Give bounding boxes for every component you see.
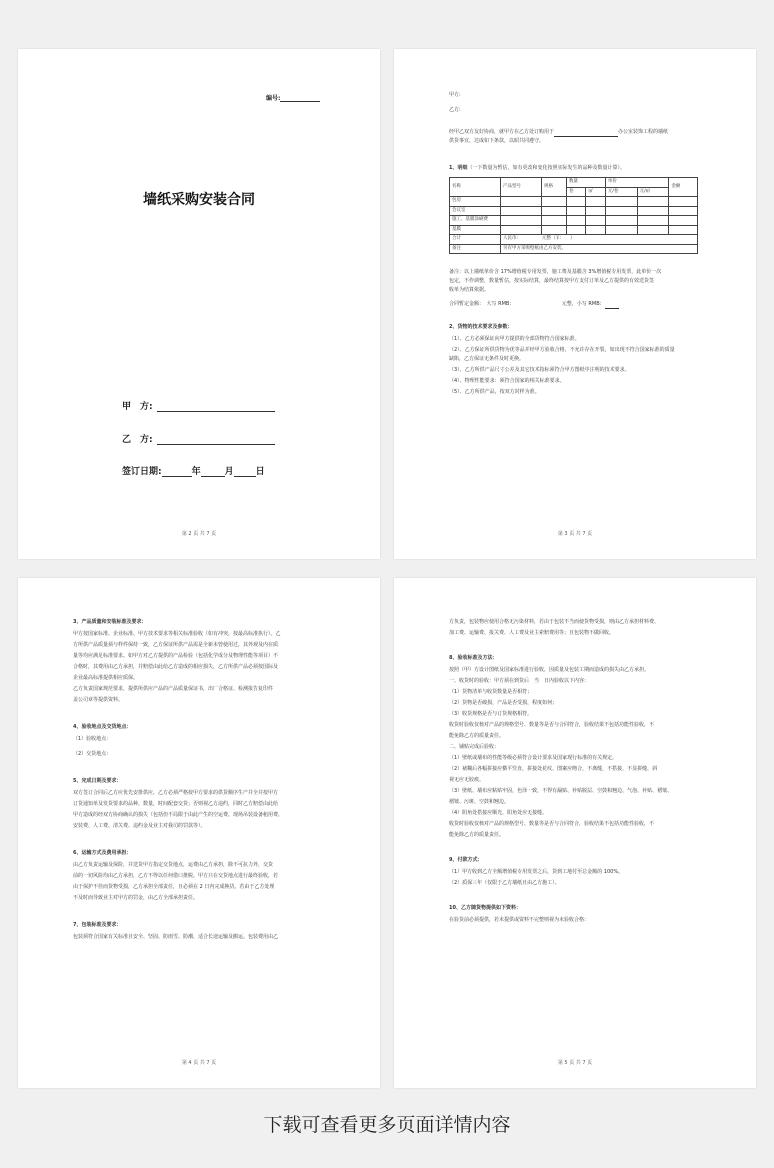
party-a-line: 甲方: bbox=[449, 92, 461, 98]
sign-date-field bbox=[122, 464, 265, 477]
year-label: 年 bbox=[191, 467, 201, 477]
section-7-heading: 7、包装标准及要求： bbox=[73, 922, 122, 928]
contract-page-4 bbox=[18, 578, 380, 1088]
month-label: 月 bbox=[224, 467, 234, 477]
download-caption: 下载可查看更多页面详情内容 bbox=[263, 1114, 511, 1136]
table-row: 基膜 bbox=[450, 225, 698, 235]
table-total-row: 合计 人民币: 元整（￥: ） bbox=[450, 235, 698, 245]
section-5-heading: 5、完成日期及要求： bbox=[73, 778, 122, 784]
intro-paragraph-end: 供货事宜，达成如下条款，以昭共同遵守。 bbox=[449, 138, 545, 144]
party-b-label: 乙 方: bbox=[122, 435, 153, 445]
contract-page-2 bbox=[18, 49, 380, 559]
section-9-heading: 9、付款方式： bbox=[449, 857, 483, 863]
page-4-body: 3、产品质量和安装标准及要求： 甲方按国家标准、企业标准、甲方技术要求等相关标准验收（如有冲突，按最高标准执行）。乙 方所供产品质量须与样件保持一致，乙方保证所供产品需是全新未曾使用过，其外观及内在质 量等均应满足标准要求。如甲方对乙方提供的产品检验（包括化学成分及物理性能等项目）不 合格时，其费用由乙方承担，并赔偿由此给乙方造成的相应损失，乙方所供产品必须按国际及 企业最高标准提供相应质保。 乙方负责国家规范要求，提供所供应产品的产品质量保证书，出厂合格证、检测报告复印件 盖公司章等提供资料。 4、验收地点及交货地点： （1）验收地点： （2）交货地点： 5、完成日期及要求： 双方签订合同后乙方应优先安排供应，乙方必须严格按甲方要求的供货顺序生产并全并按甲方 订货通知单及发货要求的品种、数量，时间配套交货；否则视乙方违约，同时乙方赔偿由此给 甲方造成的经双方协商确认的损失（包括但不局限于由此产生的空运费、现场吊装设备租用费、 安装费、人工费、清关费、违约金及业主对我司的罚款等）。 6、运输方式及费用承担： 由乙方负责运输及保险，并送货甲方指定交货地点，运费由乙方承担，除不可抗力外，交货 前的一切风险均由乙方承担，乙方不得以任何借口推脱。甲方只在交货地点进行最终验收，若 由于保护不佳而货物受损，乙方承担全部责任，且必须在 2 日内完成换货。若由于乙方处理 不及时而导致业主对甲方的罚金，由乙方全部承担责任。 7、包装标准及要求： 包装须符合国家有关标准且安全、坚固、防雨雪、防潮、适合长途运输及搬运。包装费用由乙 bbox=[73, 618, 322, 942]
party-a-field bbox=[122, 399, 275, 412]
list-item: （1）、乙方必须保证向甲方提供的全部货物符合国家标准。 bbox=[449, 336, 580, 342]
table-remark-row: 备注 另有甲方采购壁纸由乙方安装。 bbox=[450, 244, 698, 254]
contract-title: 墙纸采购安装合同 bbox=[143, 192, 255, 208]
section-1-heading: 1、明细（一下数量为暂估，如有更改和变化按照实际发生的品种及数量计算）。 bbox=[449, 165, 625, 171]
section-2-heading: 2、货物的技术要求及参数： bbox=[449, 324, 513, 330]
party-b-line: 乙方: bbox=[449, 107, 461, 113]
table-row: 会议室 bbox=[450, 206, 698, 216]
list-item: （4）、物理性能要求：须符合国家的相关标准要求。 bbox=[449, 378, 565, 384]
page-5-body: 方负责，包装物应使用合格无污染材料，若由于包装不当而使货物受损，则由乙方承担材料费、 加工费、运输费、报关费、人工费及业主索赔费用等；且包装物不做回收。 8、验收标准及方法： 按照（甲）方设计图纸及国家标准进行验收，因质量及包装工期而造成的损失由乙方承担。 一、收货时的验收：甲方须在到货后 当 日内验收以下内容： （1）货物清单与收货数量是否相符； （2）货物是否破损，产品是否受损，程度如何； （3）收货规格是否与订货规格相符。 收货时验收仅核对产品的规格型号、数量等是否与合同符合，验收结果不包括功能性验收，不 能免除乙方的质量责任。 二、铺贴完成后验收： （1）壁纸或墙布的性能等级必须符合设计要求及国家现行标准的有关规定。 （2）裱糊后各幅拼接应横平竖直，拼接处花纹、图案应吻合，不离缝，不搭接，不显拼缝，斜 视无应无胶痕。 （3）壁纸、墙布应粘贴牢固，色泽一致，不得有漏贴、补贴脱层、空鼓和翘边、气泡、补贴、褶皱、 褶皱、污斑、空鼓和翘边。 （4）阴角处搭接应顺光，阳角处应无接缝。 收货时验收仅核对产品的规格型号、数量等是否与合同符合，验收结果不包括功能性验收，不 能免除乙方的质量责任。 9、付款方式： （1）甲方收到乙方全额增值税专用发票之后，货到工地付至总金额的 100%。 （2）质保三年（仅限于乙方墙纸且由乙方施工）。 10、乙方随货物提供如下资料： 在验货前必须提供，若未提供或资料不完整则视为未验收合格： bbox=[449, 618, 698, 925]
sign-date-label: 签订日期: bbox=[122, 467, 162, 477]
list-item: 缺陷，乙方保证无条件及时更换。 bbox=[449, 356, 525, 362]
section-3-heading: 3、产品质量和安装标准及要求： bbox=[73, 619, 147, 625]
contract-page-5 bbox=[394, 578, 756, 1088]
page-footer: 第 3 页 共 7 页 bbox=[557, 531, 593, 537]
section-4-heading: 4、验收地点及交货地点： bbox=[73, 724, 132, 730]
party-b-line bbox=[157, 434, 275, 445]
section-8-heading: 8、验收标准及方法： bbox=[449, 655, 498, 661]
detail-table bbox=[449, 177, 698, 254]
intro-paragraph: 经甲乙双方友好协商，就甲方在乙方处订购用于 办公室装饰工程的墙纸 bbox=[449, 129, 669, 135]
section-2-items bbox=[449, 335, 698, 397]
list-item: （5）、乙方所供产品，按双方封样为准。 bbox=[449, 389, 540, 395]
page-footer: 第 5 页 共 7 页 bbox=[557, 1060, 593, 1066]
page-footer: 第 2 页 共 7 页 bbox=[181, 531, 217, 537]
table-row: 施工、基膜涂刷费 bbox=[450, 216, 698, 226]
section-10-heading: 10、乙方随货物提供如下资料： bbox=[449, 905, 521, 911]
table-header-row: 名称 产品型号 规格 数量 单价 金额 bbox=[450, 178, 698, 188]
party-b-field bbox=[122, 432, 275, 445]
day-label: 日 bbox=[255, 467, 265, 477]
contract-page-3 bbox=[394, 49, 756, 559]
party-a-label: 甲 方: bbox=[122, 402, 153, 412]
price-note: 备注：以上墙纸单价含 17%增值税专用发票，施工费及基膜含 3%增值税专用发票，此单价一次 bbox=[449, 269, 662, 275]
contract-number-label: 编号: bbox=[266, 95, 281, 102]
section-6-heading: 6、运输方式及费用承担： bbox=[73, 850, 132, 856]
page-footer: 第 4 页 共 7 页 bbox=[181, 1060, 217, 1066]
table-row: 包房 bbox=[450, 197, 698, 207]
contract-amount-line: 合同暂定金额： 大写 RMB： 元整，小写 RMB： bbox=[449, 299, 698, 309]
contract-number-field bbox=[266, 93, 320, 102]
page-3-body: 甲方: 乙方: 经甲乙双方友好协商，就甲方在乙方处订购用于 办公室装饰工程的墙纸 供货事宜，达成如下条款，以昭共同遵守。 1、明细（一下数量为暂估，如有更改和变化按照实际发生的品种及数量计算）。 名称 产品型号 规格 数量 单价 金额 卷 ㎡ 元/卷 元/㎡ 包房 会议室 施工、基膜涂刷费 基膜 合计 人民币: 元整（￥: ） 备注 另有甲方采购壁纸由乙方安装。 备注：以上墙纸单价含 17%增值税专用发票，施工费及基膜含 3%增值税专用发票，此单价一次 包定，不作调整，数量暂估，按实际结算，最终结算按甲方支付订单及乙方提供的有效送货签 收单为结算依据。 合同暂定金额： 大写 RMB： 元整，小写 RMB： 2、货物的技术要求及参数： （1）、乙方必须保证向甲方提供的全部货物符合国家标准。 （2）、乙方保证所供货物为优等品并经甲方验收合格，不允许存在开裂，如出现不符合国家标准的质量 缺陷，乙方保证无条件及时更换。 （3）、乙方所供产品尺寸公差及其它技术指标须符合甲方图纸中注明的技术要求。 （4）、物理性能要求：须符合国家的相关标准要求。 （5）、乙方所供产品，按双方封样为准。 bbox=[449, 91, 698, 397]
party-a-line bbox=[157, 401, 275, 412]
contract-number-line bbox=[280, 94, 320, 102]
list-item: （2）、乙方保证所供货物为优等品并经甲方验收合格，不允许存在开裂，如出现不符合国家标准的质量 bbox=[449, 347, 675, 353]
list-item: （3）、乙方所供产品尺寸公差及其它技术指标须符合甲方图纸中注明的技术要求。 bbox=[449, 367, 630, 373]
table-subheader-row: 卷 ㎡ 元/卷 元/㎡ bbox=[450, 187, 698, 197]
